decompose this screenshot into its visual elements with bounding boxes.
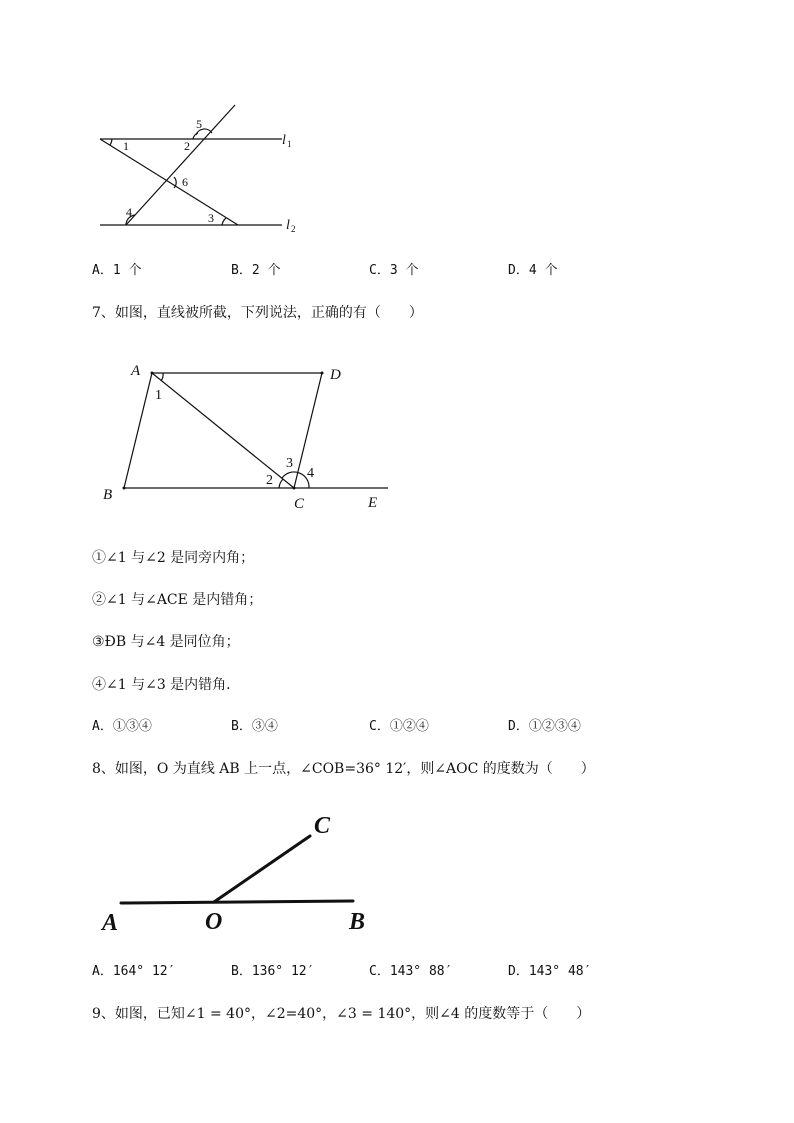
line-label-l1-sub: 1 [287, 139, 292, 149]
vertex-label-a: A [131, 363, 141, 379]
q7-statement-1: ①∠1 与∠2 是同旁内角； [92, 550, 255, 566]
transversal-1 [100, 139, 238, 225]
angle-arc-1 [110, 139, 112, 145]
angle-label-3: 3 [286, 456, 293, 471]
q7-statement-4: ④∠1 与∠3 是内错角． [92, 677, 241, 693]
option-letter: D． [508, 263, 529, 278]
q8-option-c[interactable] [369, 963, 452, 981]
angle-label-2: 2 [266, 473, 273, 488]
option-text: 143° 88′ [389, 964, 453, 979]
option-letter: D． [508, 964, 529, 979]
q7-option-b[interactable] [231, 718, 278, 736]
q8-option-b[interactable] [231, 963, 314, 981]
option-letter: C． [369, 964, 390, 979]
option-text: 1 个 [112, 263, 142, 278]
option-text: 3 个 [389, 263, 419, 278]
option-letter: B． [231, 964, 252, 979]
option-text: 164° 12′ [112, 964, 176, 979]
vertex-label-d: D [330, 367, 341, 383]
q7-statement-3: ③ÐB 与∠4 是同位角； [92, 634, 240, 650]
q6-option-c[interactable] [369, 262, 418, 280]
angle-label-1: 1 [155, 388, 162, 403]
option-text: ①②③④ [528, 719, 581, 734]
angle-label-1: 1 [123, 139, 129, 153]
option-letter: A． [92, 719, 113, 734]
option-letter: A． [92, 263, 113, 278]
parallelogram-figure [95, 355, 405, 520]
line-label-l2: l [286, 218, 290, 233]
vertex-label-e: E [368, 495, 378, 511]
option-letter: A． [92, 964, 113, 979]
point-label-c: C [314, 813, 331, 839]
point-b [123, 487, 126, 490]
angle-label-5: 5 [196, 117, 202, 131]
angle-label-4: 4 [307, 466, 314, 481]
q8-option-d[interactable] [508, 963, 591, 981]
q8-option-a[interactable] [92, 963, 175, 981]
q9-stem: 9、如图，已知∠1 = 40°，∠2=40°，∠3 = 140°，则∠4 的度数等于（ ） [92, 1006, 591, 1022]
parallel-lines-figure [90, 100, 320, 235]
option-text: 4 个 [528, 263, 558, 278]
option-letter: D． [508, 719, 529, 734]
option-letter: C． [369, 719, 390, 734]
angle-label-3: 3 [208, 211, 214, 225]
point-c [293, 487, 296, 490]
q7-option-c[interactable] [369, 718, 429, 736]
angle-arc-2 [193, 133, 198, 139]
option-text: 2 个 [251, 263, 281, 278]
option-letter: C． [369, 263, 390, 278]
point-label-a: A [102, 910, 119, 936]
angle-label-4: 4 [126, 205, 132, 219]
option-letter: B． [231, 719, 252, 734]
angle-arc-2 [279, 479, 283, 488]
q6-option-d[interactable] [508, 262, 557, 280]
angle-arc-3 [222, 218, 226, 225]
line-label-l1: l [282, 133, 286, 148]
angle-label-6: 6 [182, 175, 188, 189]
q7-option-d[interactable] [508, 718, 581, 736]
point-d [321, 372, 324, 375]
angle-arc-1 [161, 373, 163, 381]
q6-option-a[interactable] [92, 262, 141, 280]
option-text: ③④ [251, 719, 278, 734]
angle-label-2: 2 [184, 139, 190, 153]
q7-option-a[interactable] [92, 718, 152, 736]
option-letter: B． [231, 263, 252, 278]
q6-option-b[interactable] [231, 262, 280, 280]
line-ab [121, 901, 353, 903]
q7-stem: 7、如图，直线被所截，下列说法，正确的有（ ） [92, 305, 423, 321]
ray-oc [214, 836, 310, 902]
q8-stem: 8、如图，O 为直线 AB 上一点，∠COB=36° 12′，则∠AOC 的度数为（ ） [92, 761, 595, 777]
point-label-b: B [349, 909, 366, 935]
option-text: 136° 12′ [251, 964, 315, 979]
point-a [151, 372, 154, 375]
option-text: ①②④ [389, 719, 429, 734]
side-ab [124, 373, 152, 488]
diagonal-ac [152, 373, 294, 488]
option-text: ①③④ [112, 719, 152, 734]
angle-figure [95, 805, 385, 940]
vertex-label-c: C [294, 496, 305, 512]
line-label-l2-sub: 2 [291, 224, 296, 234]
angle-arc-6 [174, 177, 176, 188]
q7-statement-2: ②∠1 与∠ACE 是内错角； [92, 592, 263, 608]
point-label-o: O [205, 909, 223, 935]
option-text: 143° 48′ [528, 964, 592, 979]
vertex-label-b: B [103, 487, 113, 503]
